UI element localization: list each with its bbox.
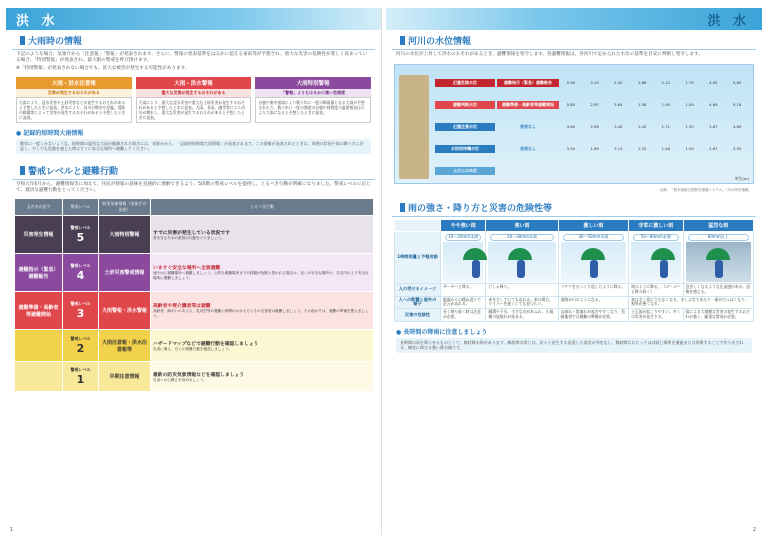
warning-body: 大雨により、浸水災害や土砂災害などが発生するおそれがあると予想したときに発表。洪水により、河川の増水や氾濫、堤防の損傷等によって災害が発生するおそれがあると予想したときに発表。 (16, 97, 132, 123)
action-cell: 高齢者や要介護者等は避難 高齢者、障がいのある人、乳幼児等の避難に時間のかかる方とその支援者は避難しましょう。その他の方は、避難の準備を整えましょう。 (151, 292, 374, 330)
info-cell: 大雨特別警報 (99, 216, 151, 254)
river-level-value: 5.90 (566, 80, 576, 86)
section-river-level (392, 30, 756, 50)
danger-cell: 側溝や下水、小さな川があふれ、小規模の崖崩れが始まる。 (486, 309, 558, 322)
short-time-rain-text: 数年に一度しかないような、短時間の猛烈な大雨が観測された場合には、気象台から、「記録的短時間大雨情報」が発表されます。この情報が発表されたときは、周囲の状況や雨の降り方に注意し、少しでも危険を感じた時はすぐに安全な場所へ避難してください。 (16, 139, 371, 154)
warning-head: 大雨・洪水警報 (136, 77, 252, 89)
river-level-value: 3.87 (709, 124, 718, 130)
row-label: 人の受けるイメージ (395, 284, 441, 297)
river-row: 避難判断水位 避難準備・高齢者等避難開始 5.80 2.97 3.64 1.58 1.95 1.50 4.69 5.18 (435, 99, 749, 110)
unit-label: 単位(m) (734, 176, 749, 182)
river-level-value: 5.18 (732, 102, 742, 108)
river-level-value: 3.64 (614, 102, 623, 108)
river-level-value: 4.92 (709, 80, 718, 86)
issuer-cell: 避難指示（緊急）避難勧告 (15, 254, 63, 292)
action-cell: いますぐ安全な場所へ全員避難 速やかに避難場所へ避難しましょう。公的な避難場所までの移動が危険と思われる場合は、近くの安全な場所や、自宅内のより安全な場所に避難しましょう。 (151, 254, 374, 292)
river-level-value: 3.45 (614, 124, 623, 130)
rain-cell: 30〜50mm未満 (558, 232, 629, 284)
warning-col-warning (136, 77, 252, 123)
action-cell: ハザードマップなどで避難行動を確認しましょう 災害に備え、自らの避難行動を確認しましょう。 (151, 330, 374, 362)
level-cell: 警戒レベル 5 (63, 216, 99, 254)
river-level-value: 1.25 (637, 146, 647, 152)
right-header (386, 8, 762, 30)
warning-body: 台風や集中豪雨により数十年に一度の降雨量となる大雨が予想されたり、数十年に一度の強度の台風や同程度の温帯低気圧により大雨になると予想したときに発表。 (255, 97, 371, 123)
row-label: 人への影響と屋外の様子 (395, 296, 441, 309)
left-page (6, 8, 382, 535)
river-row: 氾濫注意水位 発表なし 4.60 2.56 3.45 1.45 1.71 1.30 3.87 4.60 (435, 121, 749, 132)
rain-cell: 50〜80mm未満 (629, 232, 683, 284)
alert-level-table (14, 198, 374, 392)
rain-col-header: 強い雨 (486, 220, 558, 232)
river-level-value: 3.50 (566, 146, 576, 152)
action-cell: すでに災害が発生している状況です 命を守るための最善の行動をとりましょう。 (151, 216, 374, 254)
level-cell: 警戒レベル 4 (63, 254, 99, 292)
river-row: ふだんの水位 (435, 165, 749, 176)
river-level-value: 1.45 (637, 124, 647, 130)
left-header-title: 洪 水 (16, 14, 59, 29)
info-cell: 土砂災害警戒情報 (99, 254, 151, 292)
outdoor-cell: 傘をさしていてもぬれる。車の場合、ワイパーを速くしても見づらい。 (486, 296, 558, 309)
river-row: 氾濫危険水位 避難指示（緊急）避難勧告 5.90 3.15 2.42 1.68 2.12 1.70 4.92 5.60 (435, 77, 749, 88)
outdoor-cell: 道路が川のようになる。 (558, 296, 629, 309)
rain-col-header: 激しい雨 (558, 220, 629, 232)
page-number: 1 (10, 527, 14, 533)
danger-cell: 長く降り続く時は注意が必要。 (441, 309, 486, 322)
level-cell: 警戒レベル 3 (63, 292, 99, 330)
river-level-value: 2.67 (709, 146, 718, 152)
table-row (15, 216, 374, 254)
long-rain-text: 長時間の雨を降らせるものとして、線状降水帯があります。線状降水帯とは、次々と発生する発達した雨雲が列をなし、数時間にわたってほぼ同じ場所を通過または停滞することで作り出される、線状に伸びる強い降水域です。 (396, 338, 752, 353)
rain-col-header: 猛烈な雨 (683, 220, 754, 232)
short-time-rain-title-text: 記録的短時間大雨情報 (23, 129, 84, 137)
river-level-value: 2.12 (661, 80, 671, 86)
alert-level-intro: 令和元年6月から、避難情報等に加えて、住民が情報の意味を直感的に理解できるよう、5段階の警戒レベルを提供し、とるべき行動が明確になりました。警戒レベルに応じて、適切な避難行動をとってください。 (16, 181, 371, 193)
river-level-value: 3.15 (590, 80, 599, 86)
impression-cell: バケツをひっくり返したように降る。 (558, 284, 629, 297)
long-rain-title: ● 長時間の降雨に注意しましょう (396, 328, 488, 336)
river-level-value: 4.60 (566, 124, 576, 130)
table-corner (395, 220, 441, 232)
river-level-value: 3.13 (614, 146, 623, 152)
river-level-value: 2.97 (590, 102, 599, 108)
rain-cell: 10〜20mm未満 (441, 232, 486, 284)
river-level-value: 1.46 (661, 146, 671, 152)
river-level-value: 1.50 (685, 102, 694, 108)
danger-cell: 山崩れ・崖崩れが起きやすくなり、危険地帯では避難の準備が必要。 (558, 309, 629, 322)
warning-col-special (255, 77, 371, 123)
rain-cell: 20〜30mm未満 (486, 232, 558, 284)
right-header-title: 洪 水 (707, 14, 750, 29)
impression-cell: 滝のように降る。（ゴーゴーと降り続く） (629, 284, 683, 297)
impression-cell: 息苦しくなるような圧迫感がある。恐怖を感じる。 (683, 284, 754, 297)
section-title-text: 警戒レベルと避難行動 (28, 166, 119, 177)
heavy-rain-note: ※「特別警報」が発表されない場合でも、甚大な被害が発生する可能性があります。 (16, 66, 190, 72)
table-row (15, 292, 374, 330)
section-title-text: 大雨時の情報 (28, 37, 83, 47)
warning-col-advisory (16, 77, 132, 123)
impression-cell: ザーザーと降る。 (441, 284, 486, 297)
river-level-intro: 河川の水位が上昇して洪水のおそれがあるとき、避難情報を発令します。各避難情報は、各河川で定められた水位の基準を目安に判断し発令します。 (396, 52, 703, 57)
rain-intensity-table (394, 219, 754, 322)
river-level-value: 1.00 (685, 146, 694, 152)
section-rain-intensity (392, 197, 756, 217)
issuer-cell (15, 330, 63, 362)
river-level-value: 4.60 (732, 124, 742, 130)
section-title-text: 河川の水位情報 (408, 37, 472, 47)
outdoor-cell: 傘は全く役に立たなくなる。水しぶきであたり一面が白っぽくなり、視界が悪くなる。 (629, 296, 754, 309)
table-row (395, 232, 754, 284)
impression-cell: どしゃ降り。 (486, 284, 558, 297)
rain-cell: 80mm以上 (683, 232, 754, 284)
river-level-value: 2.42 (614, 80, 623, 86)
issuer-cell: 災害発生情報 (15, 216, 63, 254)
river-level-value: 1.58 (637, 102, 647, 108)
table-row (15, 330, 374, 362)
warning-sub: 重大な災害が発生するおそれがある (136, 89, 252, 97)
warning-head: 大雨・洪水注意報 (16, 77, 132, 89)
river-level-diagram (394, 64, 754, 184)
river-level-value: 1.30 (685, 124, 694, 130)
danger-cell: 土石流が起こりやすい。多くの災害が発生する。 (629, 309, 683, 322)
table-header: 防災気象情報（気象庁が発表） (99, 199, 151, 216)
info-cell: 早期注意情報 (99, 362, 151, 392)
table-header: 警戒レベル (63, 199, 99, 216)
rain-col-header: 非常に激しい雨 (629, 220, 683, 232)
table-row (15, 254, 374, 292)
section-heavy-rain-info (12, 30, 375, 50)
info-cell: 大雨警報・洪水警報 (99, 292, 151, 330)
source-note: 出典：「熊本県統合型防災情報システム」「川の防災情報」 (659, 188, 752, 193)
river-level-value: 5.80 (566, 102, 576, 108)
table-header: 玉名市が発令 (15, 199, 63, 216)
river-level-value: 3.50 (732, 146, 742, 152)
rain-col-header: やや強い雨 (441, 220, 486, 232)
heavy-rain-intro: 下記のような場合、気象庁から「注意報」「警報」が発表されます。さらに、警報の発表基準をはるかに超える豪雨等が予想され、重大な災害の危険性が著しく高まっている場合、「特別警報」が発表され、最大限の警戒を呼び掛けます。 (16, 52, 368, 64)
river-level-value: 1.70 (685, 80, 694, 86)
table-row (395, 284, 754, 297)
warning-sub: 災害が発生するおそれがある (16, 89, 132, 97)
issuer-cell: 避難準備・高齢者等避難開始 (15, 292, 63, 330)
section-alert-level (12, 160, 375, 180)
outdoor-cell: 地面からの跳ね返りで足元がぬれる。 (441, 296, 486, 309)
danger-cell: 雨による大規模な災害の発生するおそれが強く、厳重な警戒が必要。 (683, 309, 754, 322)
table-row (15, 362, 374, 392)
issuer-cell (15, 362, 63, 392)
warning-head: 大雨特別警報 (255, 77, 371, 89)
river-level-value: 2.56 (590, 124, 599, 130)
river-level-value: 4.69 (709, 102, 718, 108)
long-rain-title-text: 長時間の降雨に注意しましょう (403, 328, 488, 336)
row-label: 災害の危険性 (395, 309, 441, 322)
river-level-value: 1.95 (661, 102, 671, 108)
river-row: 水防団待機水位 発表なし 3.50 1.69 3.13 1.25 1.46 1.00 2.67 3.50 (435, 143, 749, 154)
table-row (395, 296, 754, 309)
river-level-value: 1.69 (590, 146, 599, 152)
level-cell: 警戒レベル 2 (63, 330, 99, 362)
section-title-text: 雨の強さ・降り方と災害の危険性等 (408, 204, 553, 215)
level-cell: 警戒レベル 1 (63, 362, 99, 392)
warning-body: 大雨により、重大な浸水災害や重大な土砂災害が発生するおそれがあると予想したときに発表。大雨、長雨、融雪等により河川が増水し、重大な災害が発生するおそれがあると予想したときに発表。 (136, 97, 252, 123)
left-header (6, 8, 381, 30)
action-cell: 最新の防災気象情報などを確認しましょう 災害への心構えを高めましょう。 (151, 362, 374, 392)
warning-sub: 「警報」よりもはるかに高い危険度 (255, 89, 371, 97)
river-level-value: 1.71 (661, 124, 671, 130)
right-page (386, 8, 762, 535)
info-cell: 大雨注意報・洪水注意報等 (99, 330, 151, 362)
river-level-value: 5.60 (732, 80, 742, 86)
short-time-rain-title: ● 記録的短時間大雨情報 (16, 129, 84, 137)
warning-columns (6, 75, 381, 125)
table-header: とるべき行動 (151, 199, 374, 216)
embankment (399, 75, 429, 179)
page-number: 2 (752, 527, 756, 533)
row-label: 1時間雨量と予報用語 (395, 232, 441, 284)
river-level-value: 1.68 (637, 80, 647, 86)
table-row (395, 309, 754, 322)
